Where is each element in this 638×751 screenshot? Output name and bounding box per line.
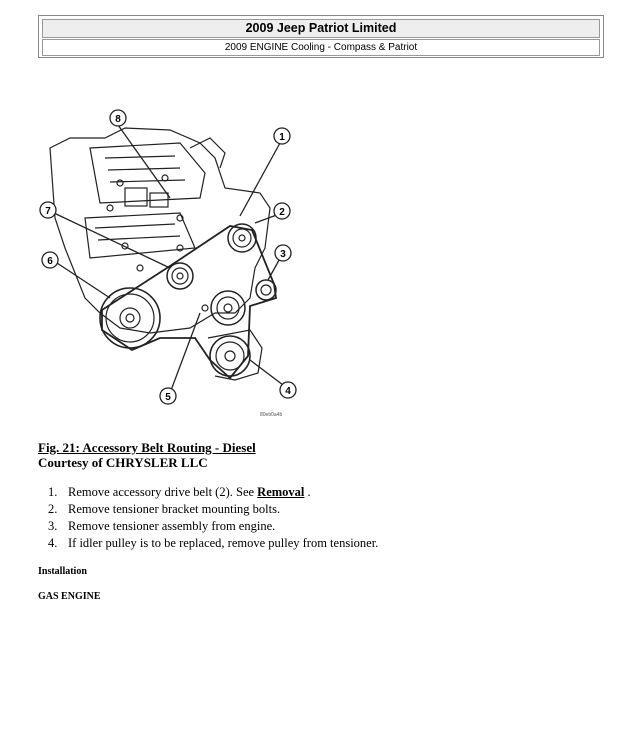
- step-item: [48, 501, 378, 518]
- section-subtitle: 2009 ENGINE Cooling - Compass & Patriot: [42, 39, 600, 56]
- vehicle-title: 2009 Jeep Patriot Limited: [42, 19, 600, 38]
- callout-6: [42, 252, 58, 268]
- svg-text:6: 6: [47, 256, 53, 267]
- step-text: Remove tensioner bracket mounting bolts.: [68, 502, 281, 516]
- step-suffix: .: [304, 485, 311, 499]
- callout-5: [160, 388, 176, 404]
- callout-7: [40, 202, 56, 218]
- step-item: [48, 484, 378, 501]
- callout-8: [110, 110, 126, 126]
- svg-text:7: 7: [45, 206, 51, 217]
- callout-3: [275, 245, 291, 261]
- removal-link[interactable]: Removal: [257, 485, 305, 499]
- belt-routing-diagram: [30, 98, 310, 433]
- svg-text:2: 2: [279, 207, 285, 218]
- svg-text:4: 4: [285, 386, 291, 397]
- installation-heading: Installation: [38, 566, 87, 577]
- svg-text:8: 8: [115, 114, 121, 125]
- removal-steps: [48, 484, 378, 552]
- step-number: 4.: [48, 536, 58, 550]
- step-text: Remove tensioner assembly from engine.: [68, 519, 276, 533]
- step-text: If idler pulley is to be replaced, remove pulley from tensioner.: [68, 536, 379, 550]
- step-item: [48, 518, 378, 535]
- callout-4: [280, 382, 296, 398]
- document-header: [38, 15, 604, 58]
- figure-caption-title: Fig. 21: Accessory Belt Routing - Diesel: [38, 440, 256, 455]
- figure-code: 80eb0a4b: [260, 412, 283, 418]
- gas-engine-heading: GAS ENGINE: [38, 591, 101, 602]
- svg-text:1: 1: [279, 132, 285, 143]
- callout-1: [274, 128, 290, 144]
- svg-text:3: 3: [280, 249, 286, 260]
- callout-2: [274, 203, 290, 219]
- step-item: [48, 535, 378, 552]
- step-number: 2.: [48, 502, 58, 516]
- step-text: Remove accessory drive belt (2). See: [68, 485, 258, 499]
- idler-pulley: [167, 263, 193, 289]
- step-number: 3.: [48, 519, 58, 533]
- step-number: 1.: [48, 485, 58, 499]
- figure-caption-credit: Courtesy of CHRYSLER LLC: [38, 455, 208, 470]
- svg-text:5: 5: [165, 392, 171, 403]
